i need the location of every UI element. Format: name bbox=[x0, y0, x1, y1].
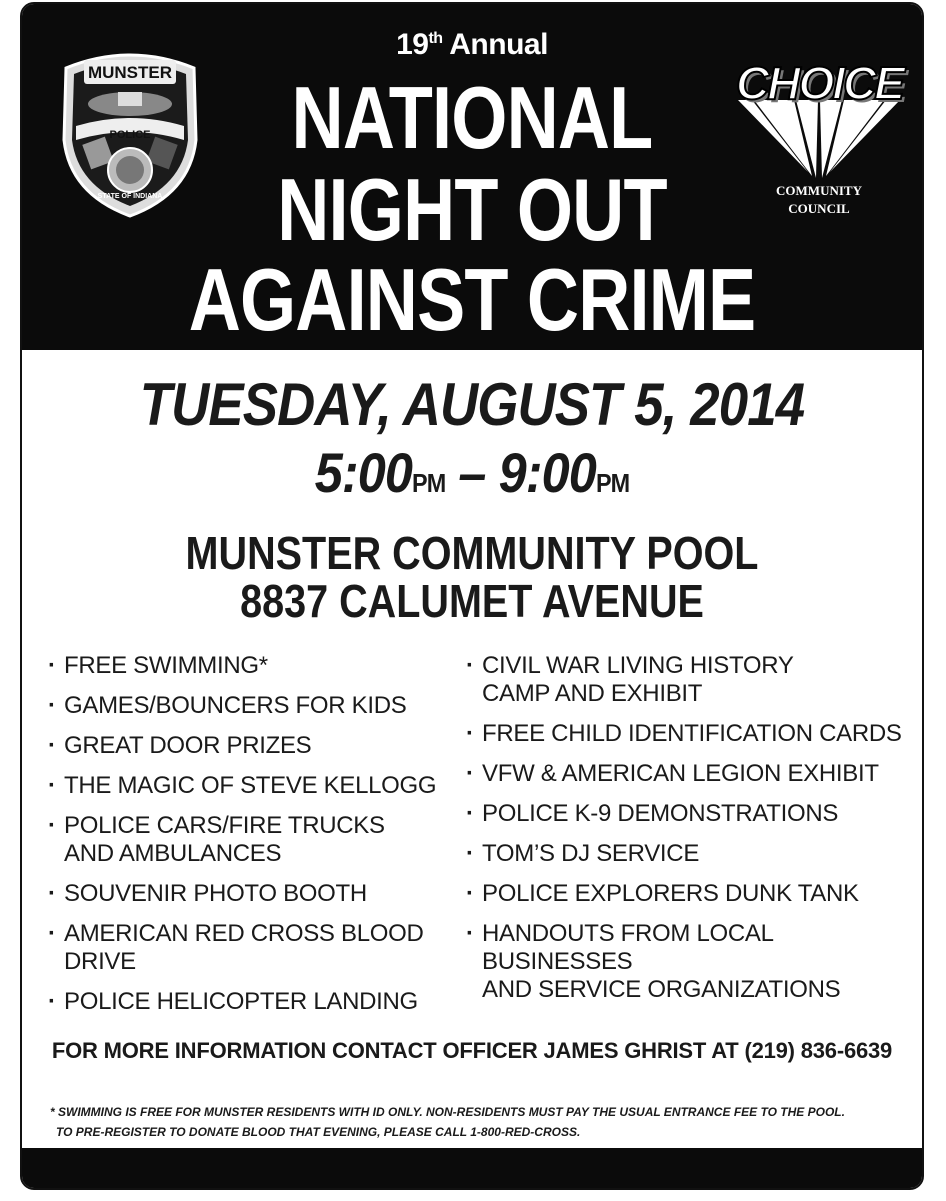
choice-wordmark: CHOICE bbox=[736, 57, 903, 109]
footnote bbox=[50, 1102, 845, 1142]
activity-item: · POLICE EXPLORERS DUNK TANK bbox=[466, 880, 924, 908]
activity-item: · POLICE HELICOPTER LANDING bbox=[48, 988, 468, 1016]
svg-text:MUNSTER: MUNSTER bbox=[87, 63, 173, 82]
headline-line-3: AGAINST CRIME bbox=[188, 250, 756, 349]
footer-band bbox=[22, 1148, 922, 1188]
headline-line-2: NIGHT OUT bbox=[277, 160, 667, 259]
activity-item: · POLICE CARS/FIRE TRUCKS AND AMBULANCES bbox=[48, 812, 468, 868]
activities-right-list bbox=[466, 652, 924, 1016]
activity-item: · FREE SWIMMING* bbox=[48, 652, 468, 680]
annual-ordinal: 19th Annual bbox=[396, 28, 548, 61]
svg-text:STATE OF INDIANA: STATE OF INDIANA bbox=[97, 193, 163, 200]
svg-text:POLICE: POLICE bbox=[109, 129, 151, 141]
activity-item: · AMERICAN RED CROSS BLOOD DRIVE bbox=[48, 920, 468, 976]
headline-line-1: NATIONAL bbox=[291, 68, 653, 167]
flyer bbox=[20, 2, 924, 1190]
event-address: 8837 CALUMET AVENUE bbox=[240, 575, 704, 627]
council-label: COMMUNITY COUNCIL bbox=[776, 183, 862, 216]
activity-item: · SOUVENIR PHOTO BOOTH bbox=[48, 880, 468, 908]
activity-item: · POLICE K-9 DEMONSTRATIONS bbox=[466, 800, 924, 828]
choice-council-logo bbox=[734, 56, 904, 226]
footnote-line-1: * SWIMMING IS FREE FOR MUNSTER RESIDENTS WITH ID ONLY. NON-RESIDENTS MUST PAY THE USUAL ENTRANCE FEE TO THE POOL. bbox=[50, 1105, 845, 1119]
footnote-line-2: TO PRE-REGISTER TO DONATE BLOOD THAT EVENING, PLEASE CALL 1-800-RED-CROSS. bbox=[56, 1125, 581, 1139]
activity-item: · CIVIL WAR LIVING HISTORY CAMP AND EXHIBIT bbox=[466, 652, 924, 708]
activity-item: · FREE CHILD IDENTIFICATION CARDS bbox=[466, 720, 924, 748]
event-date: TUESDAY, AUGUST 5, 2014 bbox=[139, 371, 805, 438]
activities-left-list bbox=[48, 652, 468, 1028]
activity-item: · THE MAGIC OF STEVE KELLOGG bbox=[48, 772, 468, 800]
activity-item: · VFW & AMERICAN LEGION EXHIBIT bbox=[466, 760, 924, 788]
activity-item: · HANDOUTS FROM LOCAL BUSINESSES AND SERVICE ORGANIZATIONS bbox=[466, 920, 924, 1004]
activity-item: · GREAT DOOR PRIZES bbox=[48, 732, 468, 760]
contact-line: FOR MORE INFORMATION CONTACT OFFICER JAMES GHRIST AT (219) 836-6639 bbox=[51, 1038, 893, 1063]
event-time: 5:00PM – 9:00PM bbox=[314, 441, 630, 504]
event-venue: MUNSTER COMMUNITY POOL bbox=[185, 527, 759, 579]
activity-item: · TOM’S DJ SERVICE bbox=[466, 840, 924, 868]
activity-item: · GAMES/BOUNCERS FOR KIDS bbox=[48, 692, 468, 720]
